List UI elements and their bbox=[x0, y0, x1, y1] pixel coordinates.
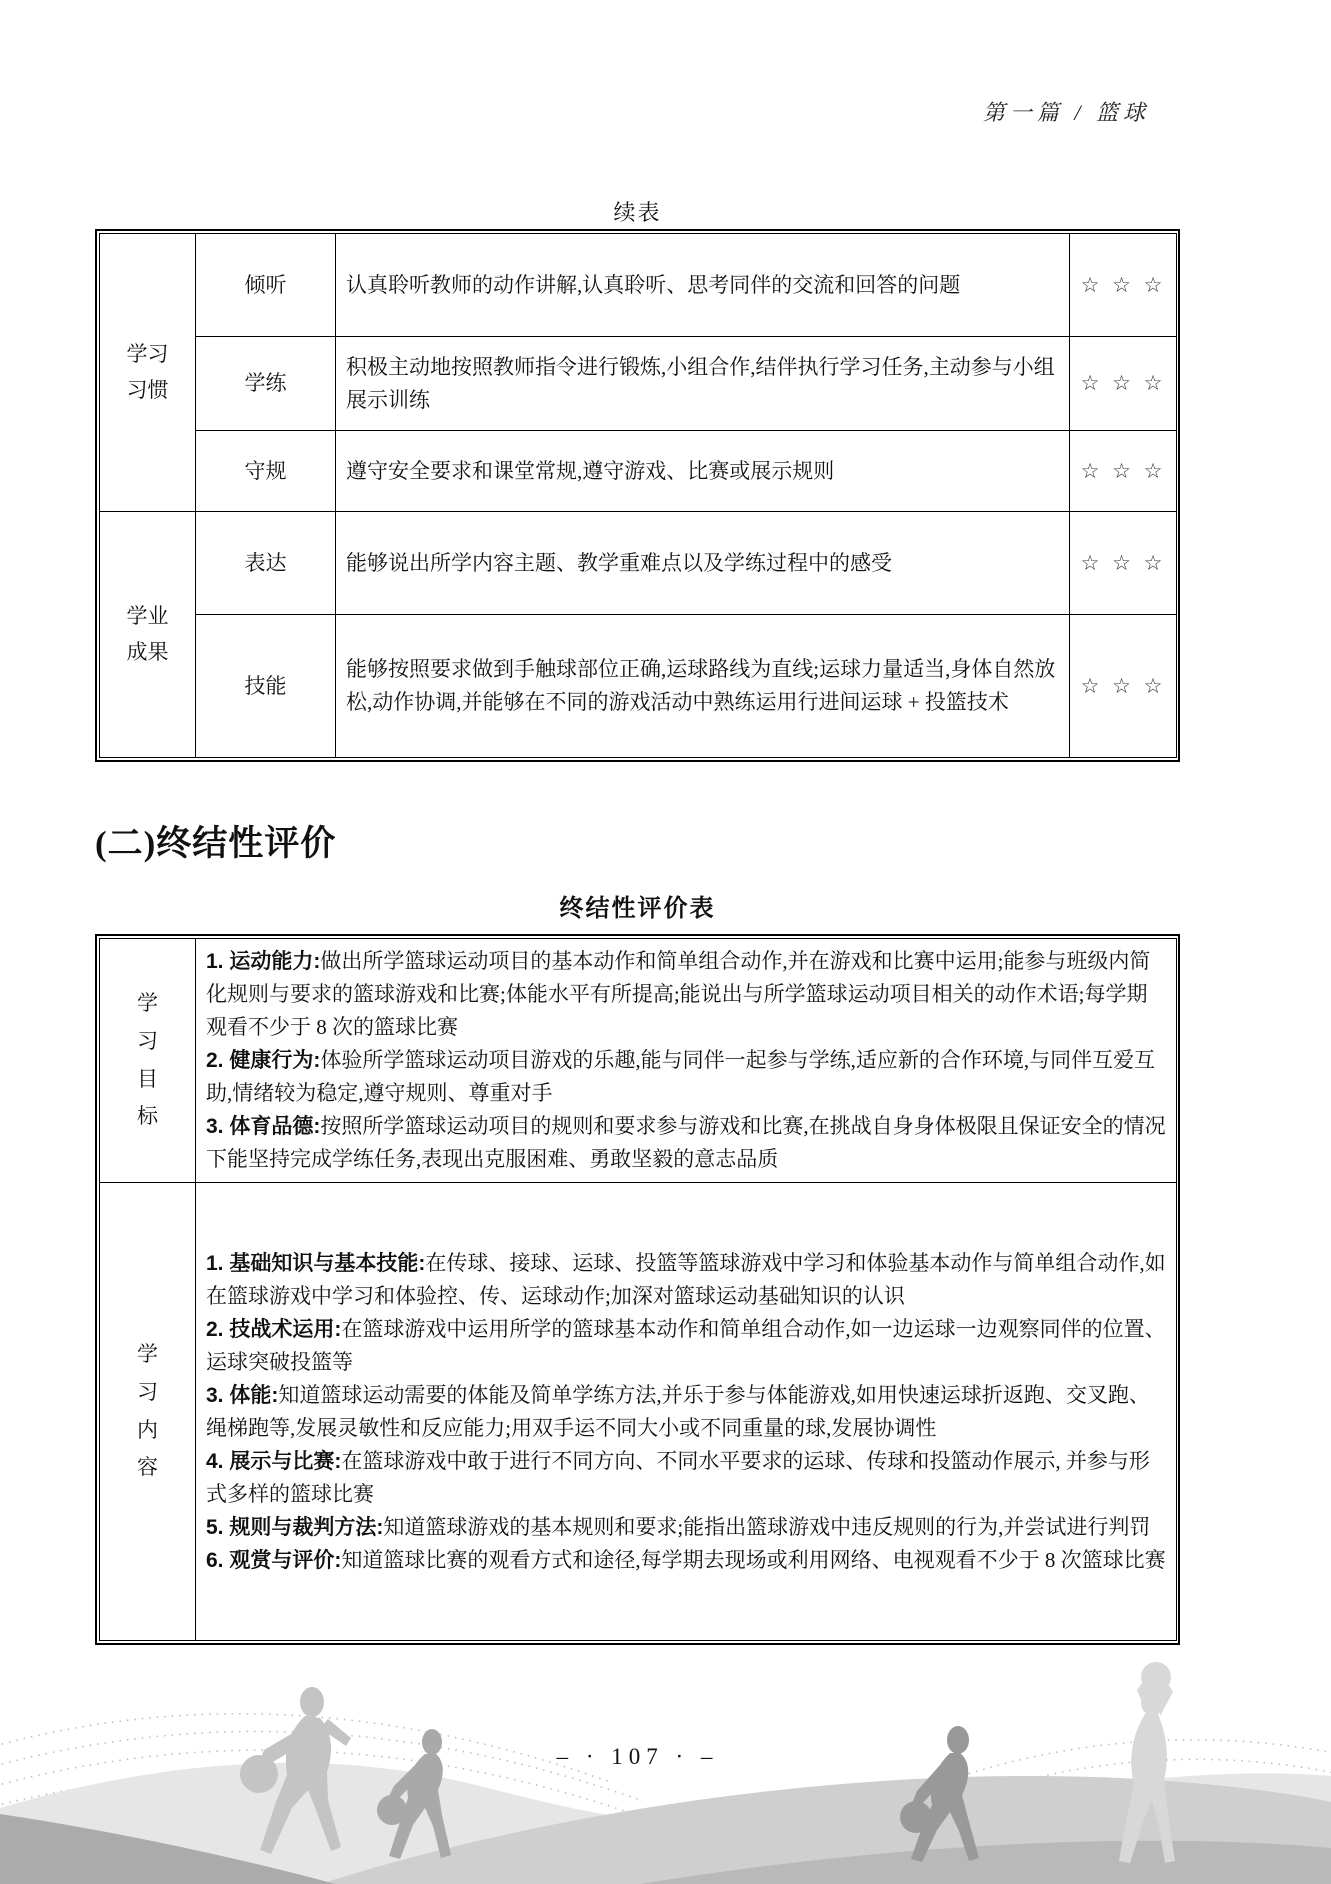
rating-stars: ☆ ☆ ☆ bbox=[1070, 615, 1177, 758]
table-row bbox=[100, 337, 1177, 431]
content-item-6: 6. 观赏与评价:知道篮球比赛的观看方式和途径,每学期去现场或利用网络、电视观看不少于 8 次篮球比赛 bbox=[206, 1547, 1166, 1572]
description-cell: 能够说出所学内容主题、教学重难点以及学练过程中的感受 bbox=[336, 512, 1070, 615]
description-cell: 遵守安全要求和课堂常规,遵守游戏、比赛或展示规则 bbox=[336, 431, 1070, 512]
header-cell-learning-goals: 学习目标 bbox=[100, 939, 196, 1183]
table-row bbox=[100, 431, 1177, 512]
learning-content-content bbox=[196, 1183, 1177, 1641]
table-row bbox=[100, 939, 1177, 1183]
header-cell-learning-content: 学习内容 bbox=[100, 1183, 196, 1641]
continued-evaluation-table bbox=[95, 229, 1180, 762]
goal-item-3: 3. 体育品德:按照所学篮球运动项目的规则和要求参与游戏和比赛,在挑战自身身体极限且保证安全的情况下能坚持完成学练任务,表现出克服困难、勇敢坚毅的意志品质 bbox=[206, 1114, 1166, 1171]
page-number: – · 107 · – bbox=[556, 1744, 719, 1769]
summative-table-title: 终结性评价表 bbox=[559, 895, 716, 922]
rating-stars: ☆ ☆ ☆ bbox=[1070, 512, 1177, 615]
learning-goals-content bbox=[196, 939, 1177, 1183]
rating-stars: ☆ ☆ ☆ bbox=[1070, 431, 1177, 512]
goal-item-1: 1. 运动能力:做出所学篮球运动项目的基本动作和简单组合动作,并在游戏和比赛中运用;能参与班级内简化规则与要求的篮球游戏和比赛;体能水平有所提高;能说出与所学篮球运动项目相关的动作术语;每学期观看不少于 8 次的篮球比赛 bbox=[206, 949, 1151, 1039]
table-row bbox=[100, 512, 1177, 615]
summative-table-grid bbox=[99, 938, 1177, 1641]
continued-table-grid bbox=[99, 233, 1177, 758]
table-row bbox=[100, 234, 1177, 337]
summative-evaluation-table bbox=[95, 934, 1180, 1645]
content-item-3: 3. 体能:知道篮球运动需要的体能及简单学练方法,并乐于参与体能游戏,如用快速运球折返跑、交叉跑、绳梯跑等,发展灵敏性和反应能力;用双手运不同大小或不同重量的球,发展协调性 bbox=[206, 1382, 1150, 1440]
section-heading: (二)终结性评价 bbox=[95, 824, 337, 863]
aspect-cell: 学练 bbox=[196, 337, 336, 431]
aspect-cell: 技能 bbox=[196, 615, 336, 758]
table-row bbox=[100, 1183, 1177, 1641]
rating-stars: ☆ ☆ ☆ bbox=[1070, 234, 1177, 337]
aspect-cell: 守规 bbox=[196, 431, 336, 512]
rating-stars: ☆ ☆ ☆ bbox=[1070, 337, 1177, 431]
running-header: 第一篇 / 篮球 bbox=[982, 100, 1150, 125]
aspect-cell: 倾听 bbox=[196, 234, 336, 337]
content-item-1: 1. 基础知识与基本技能:在传球、接球、运球、投篮等篮球游戏中学习和体验基本动作与简单组合动作,如在篮球游戏中学习和体验控、传、运球动作;加深对篮球运动基础知识的认识 bbox=[206, 1250, 1166, 1308]
aspect-cell: 表达 bbox=[196, 512, 336, 615]
content-item-4: 4. 展示与比赛:在篮球游戏中敢于进行不同方向、不同水平要求的运球、传球和投篮动作展示, 并参与形式多样的篮球比赛 bbox=[206, 1448, 1150, 1506]
category-cell-academic-outcomes: 学业成果 bbox=[100, 512, 196, 758]
description-cell: 认真聆听教师的动作讲解,认真聆听、思考同伴的交流和回答的问题 bbox=[336, 234, 1070, 337]
goal-item-2: 2. 健康行为:体验所学篮球运动项目游戏的乐趣,能与同伴一起参与学练,适应新的合作环境,与同伴互爱互助,情绪较为稳定,遵守规则、尊重对手 bbox=[206, 1048, 1156, 1105]
table-row bbox=[100, 615, 1177, 758]
content-item-2: 2. 技战术运用:在篮球游戏中运用所学的篮球基本动作和简单组合动作,如一边运球一边观察同伴的位置、运球突破投篮等 bbox=[206, 1316, 1166, 1374]
category-cell-study-habits: 学习习惯 bbox=[100, 234, 196, 512]
continued-table-caption: 续表 bbox=[613, 200, 662, 225]
content-item-5: 5. 规则与裁判方法:知道篮球游戏的基本规则和要求;能指出篮球游戏中违反规则的行为,并尝试进行判罚 bbox=[206, 1514, 1151, 1539]
description-cell: 积极主动地按照教师指令进行锻炼,小组合作,结伴执行学习任务,主动参与小组展示训练 bbox=[336, 337, 1070, 431]
description-cell: 能够按照要求做到手触球部位正确,运球路线为直线;运球力量适当,身体自然放松,动作协调,并能够在不同的游戏活动中熟练运用行进间运球 + 投篮技术 bbox=[336, 615, 1070, 758]
